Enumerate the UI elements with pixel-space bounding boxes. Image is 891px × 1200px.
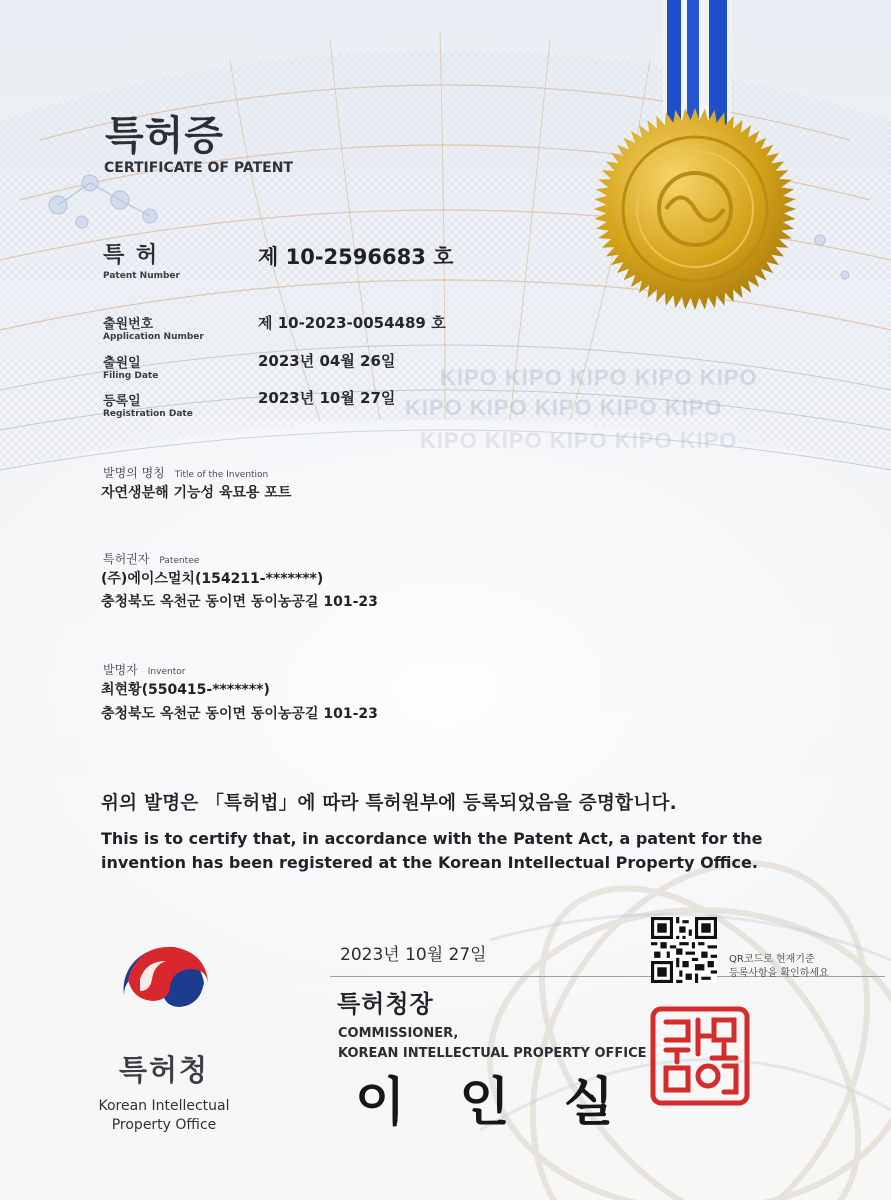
kipo-watermark: KIPO KIPO KIPO KIPO KIPO: [440, 365, 758, 390]
filing-date-label: 출원일 Filing Date: [103, 356, 159, 381]
kipo-watermark: KIPO KIPO KIPO KIPO KIPO: [405, 395, 723, 420]
invention-label: 발명의 명칭 Title of the Invention: [103, 466, 269, 480]
kipo-taegeuk-logo-icon: [110, 935, 218, 1037]
patent-number-value: 제 10-2596683 호: [258, 245, 454, 269]
certification-en-line2: invention has been registered at the Korean Intellectual Property Office.: [101, 853, 758, 872]
inventor-name: 최현황(550415-*******): [101, 682, 270, 698]
inventor-label: 발명자 Inventor: [103, 663, 186, 677]
invention-title: 자연생분해 기능성 육묘용 포트: [101, 485, 292, 501]
page-subtitle: CERTIFICATE OF PATENT: [104, 160, 293, 176]
registration-date-value: 2023년 10월 27일: [258, 389, 396, 407]
certification-en-line1: This is to certify that, in accordance with the Patent Act, a patent for the: [101, 829, 763, 848]
commissioner-signature: 이 인 실: [355, 1072, 632, 1133]
filing-date-value: 2023년 04월 26일: [258, 352, 396, 370]
inventor-address: 충청북도 옥천군 동이면 동이농공길 101-23: [101, 706, 378, 722]
official-red-stamp-icon: [650, 1006, 750, 1106]
qr-caption: QR코드로 현재기준 등록사항을 확인하세요: [729, 954, 829, 979]
gold-seal-icon: [586, 106, 804, 312]
commissioner-title-ko: 특허청장: [337, 990, 434, 1018]
page-title: 특허증: [105, 113, 224, 159]
kipo-name-en: Korean Intellectual Property Office: [98, 1098, 230, 1133]
qr-code-icon[interactable]: [651, 917, 717, 983]
commissioner-title-en: COMMISSIONER, KOREAN INTELLECTUAL PROPERTY OFFICE: [338, 1026, 647, 1061]
patentee-address: 충청북도 옥천군 동이면 동이농공길 101-23: [101, 594, 378, 610]
application-number-value: 제 10-2023-0054489 호: [258, 314, 446, 332]
certification-ko: 위의 발명은 「특허법」에 따라 특허원부에 등록되었음을 증명합니다.: [101, 793, 677, 814]
application-number-label: 출원번호 Application Number: [103, 317, 204, 342]
kipo-name-ko: 특허청: [118, 1053, 210, 1087]
patent-number-label: 특 허 Patent Number: [103, 243, 180, 281]
patentee-name: (주)에이스멀치(154211-*******): [101, 571, 324, 587]
issue-date: 2023년 10월 27일: [340, 945, 487, 965]
registration-date-label: 등록일 Registration Date: [103, 394, 193, 419]
kipo-watermark: KIPO KIPO KIPO KIPO KIPO: [420, 428, 738, 453]
patentee-label: 특허권자 Patentee: [103, 552, 200, 566]
